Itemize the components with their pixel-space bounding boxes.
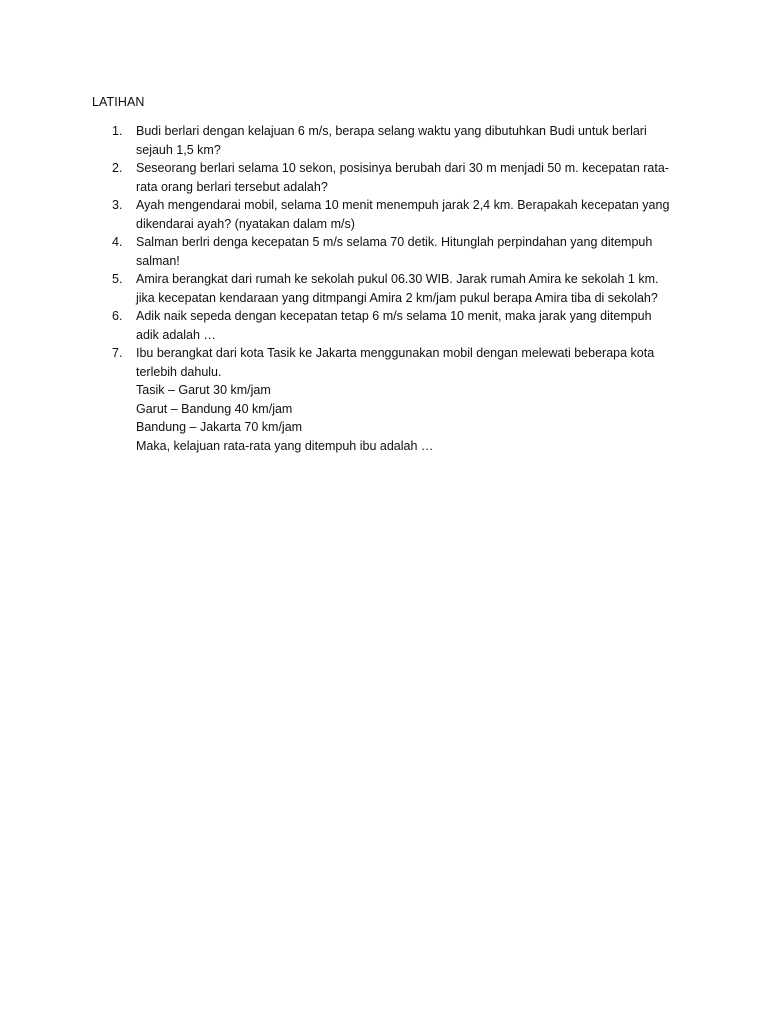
question-number: 4.	[112, 235, 123, 249]
document-heading: LATIHAN	[92, 95, 145, 109]
question-text-line: Adik naik sepeda dengan kecepatan tetap 6 m/s selama 10 menit, maka jarak yang ditempuh	[136, 309, 652, 323]
question-number: 6.	[112, 309, 123, 323]
question-text-line: Seseorang berlari selama 10 sekon, posisinya berubah dari 30 m menjadi 50 m. kecepatan rata-	[136, 161, 669, 175]
question-number: 2.	[112, 161, 123, 175]
route-speed-line: Garut – Bandung 40 km/jam	[136, 401, 293, 416]
route-speed-line: Tasik – Garut 30 km/jam	[136, 383, 271, 397]
question-text-line: Maka, kelajuan rata-rata yang ditempuh ibu adalah …	[136, 438, 434, 453]
question-text-line: Budi berlari dengan kelajuan 6 m/s, berapa selang waktu yang dibutuhkan Budi untuk berlari	[136, 124, 647, 138]
question-number: 5.	[112, 272, 123, 286]
question-text-line: Amira berangkat dari rumah ke sekolah pukul 06.30 WIB. Jarak rumah Amira ke sekolah 1 km.	[136, 272, 659, 286]
question-number: 3.	[112, 198, 123, 212]
route-speed-line: Bandung – Jakarta 70 km/jam	[136, 420, 303, 434]
question-text-line: Ayah mengendarai mobil, selama 10 menit menempuh jarak 2,4 km. Berapakah kecepatan yang	[136, 198, 670, 212]
question-6	[92, 307, 682, 344]
question-number: 1.	[112, 124, 123, 138]
question-text-line: Ibu berangkat dari kota Tasik ke Jakarta menggunakan mobil dengan melewati beberapa kota	[136, 346, 655, 360]
question-text-line: Salman berlri denga kecepatan 5 m/s selama 70 detik. Hitunglah perpindahan yang ditempuh	[136, 235, 653, 249]
question-4	[92, 233, 682, 270]
question-1	[92, 122, 682, 159]
question-text-line: adik adalah …	[136, 327, 216, 342]
question-text-line: sejauh 1,5 km?	[136, 142, 221, 157]
question-3	[92, 196, 682, 233]
question-text-line: dikendarai ayah? (nyatakan dalam m/s)	[136, 216, 355, 231]
question-number: 7.	[112, 346, 123, 360]
question-text-line: jika kecepatan kendaraan yang ditmpangi Amira 2 km/jam pukul berapa Amira tiba di sekolah?	[136, 290, 658, 305]
question-5	[92, 270, 682, 307]
question-7	[92, 344, 682, 455]
question-list	[92, 122, 682, 455]
question-text-line: salman!	[136, 253, 180, 268]
question-text-line: rata orang berlari tersebut adalah?	[136, 179, 328, 194]
question-2	[92, 159, 682, 196]
question-text-line: terlebih dahulu.	[136, 364, 222, 379]
